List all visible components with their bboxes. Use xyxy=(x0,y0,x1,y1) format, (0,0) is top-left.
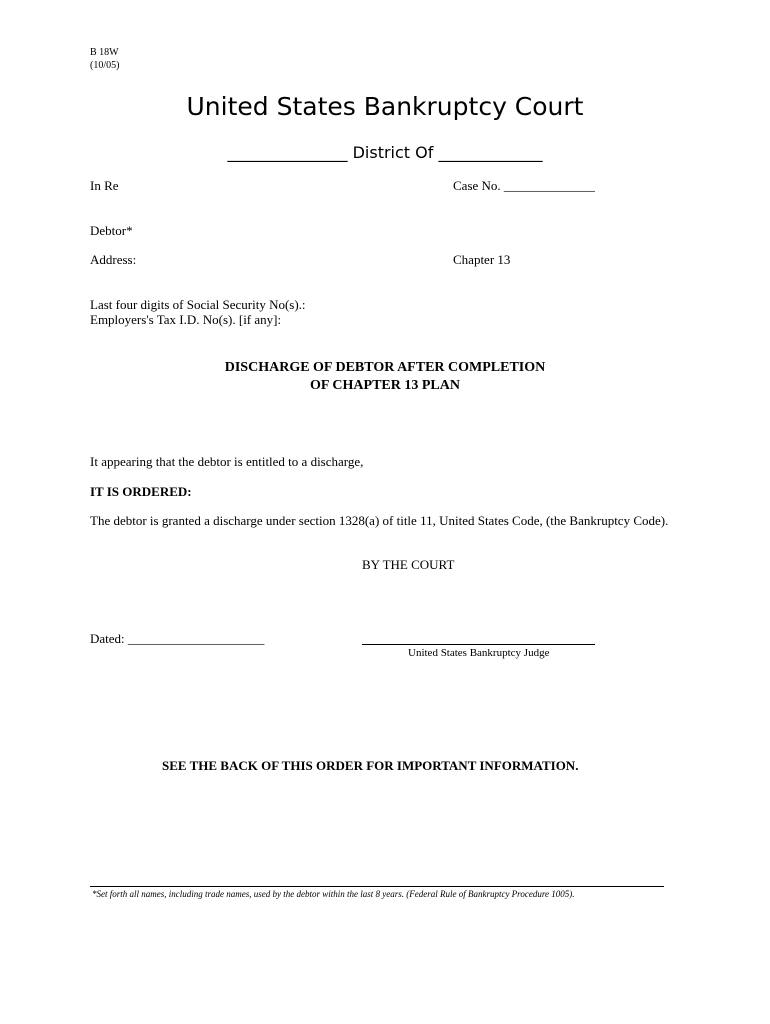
ssn-label: Last four digits of Social Security No(s).: xyxy=(90,297,306,312)
footnote: *Set forth all names, including trade names, used by the debtor within the last 8 years. (Federal Rule of Bankruptcy Procedure 1005). xyxy=(92,889,575,899)
tax-id-label: Employers's Tax I.D. No(s). [if any]: xyxy=(90,312,282,327)
court-title: United States Bankruptcy Court xyxy=(186,92,584,121)
chapter-label: Chapter 13 xyxy=(453,252,511,267)
order-heading-line1: DISCHARGE OF DEBTOR AFTER COMPLETION xyxy=(224,360,546,375)
case-number-field: Case No. ______________ xyxy=(453,178,595,193)
judge-title: United States Bankruptcy Judge xyxy=(408,647,550,659)
footnote-divider xyxy=(90,886,664,887)
order-heading xyxy=(0,359,770,395)
form-revision-date: (10/05) xyxy=(90,60,120,71)
form-number: B 18W xyxy=(90,47,119,58)
appearing-text: It appearing that the debtor is entitled to a discharge, xyxy=(90,454,364,469)
order-heading-line2: OF CHAPTER 13 PLAN xyxy=(310,378,460,393)
discharge-granted-text: The debtor is granted a discharge under section 1328(a) of title 11, United States Code, (the Bankruptcy Code). xyxy=(90,513,669,528)
address-label: Address: xyxy=(90,252,137,267)
district-line: _______________ District Of _____________ xyxy=(227,143,543,162)
dated-field: Dated: _____________________ xyxy=(90,631,265,646)
debtor-label: Debtor* xyxy=(90,223,133,238)
ordered-text: IT IS ORDERED: xyxy=(90,484,192,499)
important-notice: SEE THE BACK OF THIS ORDER FOR IMPORTANT INFORMATION. xyxy=(162,758,579,773)
form-code xyxy=(90,46,119,72)
by-the-court: BY THE COURT xyxy=(362,557,455,572)
in-re-label: In Re xyxy=(90,178,119,193)
judge-signature-line xyxy=(362,644,595,645)
